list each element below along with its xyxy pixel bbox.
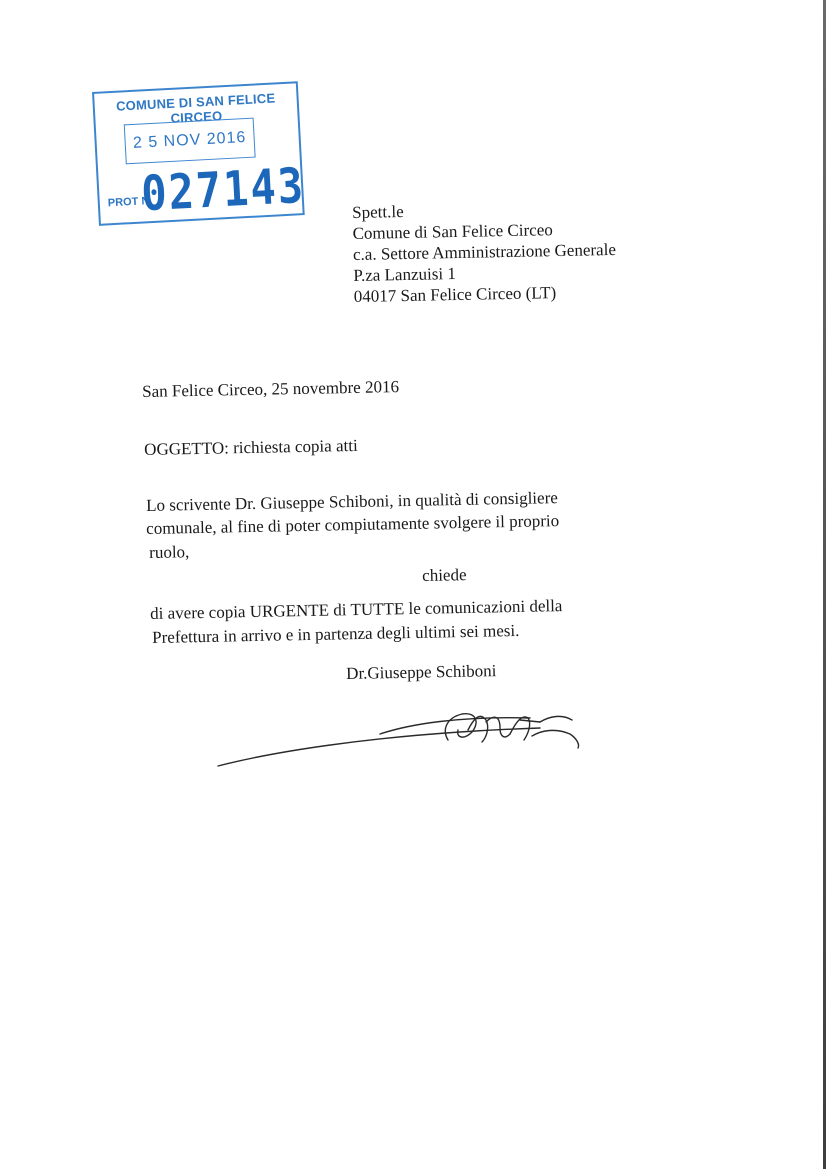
recipient-line: Comune di San Felice Circeo [352,220,553,243]
subject-line: OGGETTO: richiesta copia atti [144,435,358,459]
stamp-number: 027143 [139,157,307,222]
recipient-line: Spett.le [352,202,404,222]
stamp-office: COMUNE DI SAN FELICE CIRCEO [115,90,276,126]
body-line: Lo scrivente Dr. Giuseppe Schiboni, in qualità di consigliere [146,488,558,515]
stamp-prefix: PROT N. [107,194,153,210]
recipient-address [352,197,617,307]
handwritten-signature [210,700,610,780]
body-line: comunale, al fine di poter compiutamente svolgere il proprio [146,511,560,538]
place-date: San Felice Circeo, 25 novembre 2016 [142,377,400,401]
protocol-stamp [92,81,309,230]
recipient-line: c.a. Settore Amministrazione Generale [352,239,617,264]
request-line: di avere copia URGENTE di TUTTE le comunicazioni della [150,596,563,623]
request-verb: chiede [422,565,467,585]
signatory-name: Dr.Giuseppe Schiboni [346,661,497,683]
stamp-date: 2 5 NOV 2016 [132,128,247,152]
page-edge [823,0,826,1169]
request-line: Prefettura in arrivo e in partenza degli ultimi sei mesi. [152,620,520,647]
body-line: ruolo, [149,542,190,562]
recipient-line: 04017 San Felice Circeo (LT) [353,283,557,306]
recipient-line: P.za Lanzuisi 1 [353,264,457,285]
